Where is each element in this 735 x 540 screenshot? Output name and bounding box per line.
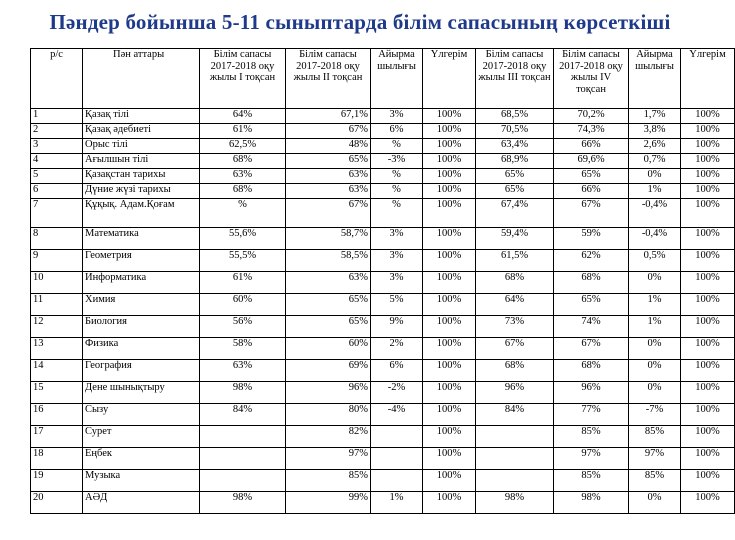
cell-quality-q4: 74% — [554, 316, 629, 338]
header-quality-q2: Білім сапасы 2017-2018 оқу жылы ІІ тоқсан — [286, 49, 371, 109]
cell-difference-2: 1% — [629, 316, 681, 338]
cell-difference-2: -0,4% — [629, 228, 681, 250]
table-row — [31, 360, 735, 382]
cell-quality-q4: 59% — [554, 228, 629, 250]
cell-quality-q2: 85% — [286, 470, 371, 492]
cell-difference-1: 3% — [371, 109, 423, 124]
cell-quality-q4: 96% — [554, 382, 629, 404]
cell-quality-q3: 67,4% — [476, 199, 554, 228]
table-header-row — [31, 49, 735, 109]
table-row — [31, 316, 735, 338]
cell-quality-q4: 69,6% — [554, 154, 629, 169]
cell-number: 18 — [31, 448, 83, 470]
header-rs: р/с — [31, 49, 83, 109]
cell-quality-q1 — [200, 426, 286, 448]
cell-number: 8 — [31, 228, 83, 250]
cell-difference-1: % — [371, 169, 423, 184]
cell-progress-2: 100% — [681, 316, 735, 338]
cell-progress-1: 100% — [423, 124, 476, 139]
cell-progress-2: 100% — [681, 470, 735, 492]
cell-subject: Қазақ тілі — [83, 109, 200, 124]
cell-difference-2: 1% — [629, 184, 681, 199]
header-difference-2: Айырма шылығы — [629, 49, 681, 109]
cell-difference-1: 6% — [371, 360, 423, 382]
table-row — [31, 124, 735, 139]
cell-quality-q2: 80% — [286, 404, 371, 426]
cell-difference-1: 3% — [371, 272, 423, 294]
cell-quality-q1: 55,6% — [200, 228, 286, 250]
cell-difference-1 — [371, 426, 423, 448]
cell-number: 14 — [31, 360, 83, 382]
cell-quality-q3: 84% — [476, 404, 554, 426]
cell-quality-q3: 68% — [476, 360, 554, 382]
cell-progress-2: 100% — [681, 154, 735, 169]
cell-quality-q2: 65% — [286, 294, 371, 316]
cell-subject: Қазақстан тарихы — [83, 169, 200, 184]
cell-number: 3 — [31, 139, 83, 154]
cell-progress-1: 100% — [423, 470, 476, 492]
table-row — [31, 448, 735, 470]
cell-subject: Физика — [83, 338, 200, 360]
table-row — [31, 199, 735, 228]
cell-quality-q3: 65% — [476, 169, 554, 184]
table-row — [31, 492, 735, 514]
cell-quality-q2: 63% — [286, 169, 371, 184]
cell-quality-q3: 96% — [476, 382, 554, 404]
cell-quality-q1: 61% — [200, 124, 286, 139]
cell-quality-q1: % — [200, 199, 286, 228]
cell-quality-q3: 64% — [476, 294, 554, 316]
cell-progress-1: 100% — [423, 139, 476, 154]
cell-subject: Құқық. Адам.Қоғам — [83, 199, 200, 228]
cell-subject: Дүние жүзі тарихы — [83, 184, 200, 199]
cell-quality-q1 — [200, 448, 286, 470]
cell-quality-q3: 68% — [476, 272, 554, 294]
cell-quality-q2: 96% — [286, 382, 371, 404]
table-row — [31, 272, 735, 294]
cell-difference-1: 3% — [371, 250, 423, 272]
cell-difference-1: 3% — [371, 228, 423, 250]
cell-quality-q3 — [476, 448, 554, 470]
cell-progress-1: 100% — [423, 382, 476, 404]
table-row — [31, 294, 735, 316]
cell-number: 20 — [31, 492, 83, 514]
cell-quality-q3: 73% — [476, 316, 554, 338]
cell-quality-q1: 61% — [200, 272, 286, 294]
cell-subject: Химия — [83, 294, 200, 316]
cell-difference-2: 1% — [629, 294, 681, 316]
cell-number: 1 — [31, 109, 83, 124]
cell-subject: Ағылшын тілі — [83, 154, 200, 169]
cell-quality-q2: 97% — [286, 448, 371, 470]
cell-quality-q4: 97% — [554, 448, 629, 470]
cell-progress-1: 100% — [423, 404, 476, 426]
cell-number: 15 — [31, 382, 83, 404]
cell-difference-1: -2% — [371, 382, 423, 404]
cell-difference-2: 2,6% — [629, 139, 681, 154]
cell-number: 11 — [31, 294, 83, 316]
cell-number: 13 — [31, 338, 83, 360]
cell-difference-2: -7% — [629, 404, 681, 426]
cell-quality-q1: 64% — [200, 109, 286, 124]
cell-progress-1: 100% — [423, 109, 476, 124]
table-row — [31, 154, 735, 169]
cell-number: 10 — [31, 272, 83, 294]
cell-number: 9 — [31, 250, 83, 272]
cell-difference-2: 0,5% — [629, 250, 681, 272]
table-row — [31, 250, 735, 272]
cell-progress-2: 100% — [681, 294, 735, 316]
cell-number: 16 — [31, 404, 83, 426]
cell-difference-1: 1% — [371, 492, 423, 514]
cell-quality-q2: 99% — [286, 492, 371, 514]
header-progress-1: Үлгерім — [423, 49, 476, 109]
cell-quality-q4: 66% — [554, 184, 629, 199]
cell-quality-q2: 69% — [286, 360, 371, 382]
cell-difference-2: 0% — [629, 492, 681, 514]
cell-progress-1: 100% — [423, 272, 476, 294]
table-row — [31, 228, 735, 250]
cell-quality-q3: 59,4% — [476, 228, 554, 250]
cell-difference-1: % — [371, 184, 423, 199]
table-row — [31, 139, 735, 154]
cell-number: 7 — [31, 199, 83, 228]
cell-progress-1: 100% — [423, 294, 476, 316]
cell-difference-2: 3,8% — [629, 124, 681, 139]
cell-quality-q4: 70,2% — [554, 109, 629, 124]
cell-quality-q2: 82% — [286, 426, 371, 448]
cell-subject: Биология — [83, 316, 200, 338]
table-row — [31, 338, 735, 360]
cell-progress-2: 100% — [681, 360, 735, 382]
cell-quality-q2: 58,7% — [286, 228, 371, 250]
cell-subject: Информатика — [83, 272, 200, 294]
cell-subject: Музыка — [83, 470, 200, 492]
cell-progress-1: 100% — [423, 316, 476, 338]
cell-progress-1: 100% — [423, 338, 476, 360]
cell-progress-1: 100% — [423, 492, 476, 514]
cell-quality-q1: 62,5% — [200, 139, 286, 154]
cell-quality-q2: 63% — [286, 184, 371, 199]
cell-quality-q2: 65% — [286, 316, 371, 338]
cell-quality-q4: 68% — [554, 360, 629, 382]
cell-quality-q1: 63% — [200, 360, 286, 382]
header-quality-q4: Білім сапасы 2017-2018 оқу жылы IV тоқсан — [554, 49, 629, 109]
cell-number: 6 — [31, 184, 83, 199]
cell-quality-q1: 98% — [200, 492, 286, 514]
cell-progress-1: 100% — [423, 169, 476, 184]
cell-subject: Сурет — [83, 426, 200, 448]
cell-quality-q4: 68% — [554, 272, 629, 294]
table-row — [31, 109, 735, 124]
cell-progress-2: 100% — [681, 250, 735, 272]
cell-difference-2: 0% — [629, 338, 681, 360]
cell-progress-1: 100% — [423, 154, 476, 169]
cell-quality-q1 — [200, 470, 286, 492]
cell-subject: Қазақ әдебиеті — [83, 124, 200, 139]
cell-quality-q2: 58,5% — [286, 250, 371, 272]
cell-subject: Математика — [83, 228, 200, 250]
cell-progress-2: 100% — [681, 228, 735, 250]
cell-difference-2: 1,7% — [629, 109, 681, 124]
cell-progress-2: 100% — [681, 272, 735, 294]
cell-quality-q4: 66% — [554, 139, 629, 154]
cell-quality-q4: 98% — [554, 492, 629, 514]
cell-number: 2 — [31, 124, 83, 139]
cell-quality-q3: 98% — [476, 492, 554, 514]
cell-quality-q1: 84% — [200, 404, 286, 426]
cell-quality-q3: 68,5% — [476, 109, 554, 124]
cell-progress-2: 100% — [681, 184, 735, 199]
cell-quality-q4: 62% — [554, 250, 629, 272]
header-difference-1: Айырма шылығы — [371, 49, 423, 109]
cell-quality-q4: 67% — [554, 199, 629, 228]
cell-quality-q1: 56% — [200, 316, 286, 338]
cell-progress-1: 100% — [423, 426, 476, 448]
cell-progress-1: 100% — [423, 360, 476, 382]
cell-quality-q4: 65% — [554, 169, 629, 184]
cell-progress-2: 100% — [681, 124, 735, 139]
cell-quality-q1: 98% — [200, 382, 286, 404]
cell-quality-q4: 67% — [554, 338, 629, 360]
header-progress-2: Үлгерім — [681, 49, 735, 109]
cell-subject: География — [83, 360, 200, 382]
cell-quality-q3: 63,4% — [476, 139, 554, 154]
cell-progress-2: 100% — [681, 109, 735, 124]
cell-difference-1 — [371, 470, 423, 492]
cell-difference-1: 9% — [371, 316, 423, 338]
cell-progress-1: 100% — [423, 250, 476, 272]
cell-difference-1: % — [371, 199, 423, 228]
cell-number: 19 — [31, 470, 83, 492]
cell-quality-q1: 63% — [200, 169, 286, 184]
cell-quality-q2: 48% — [286, 139, 371, 154]
table-row — [31, 184, 735, 199]
cell-difference-2: 85% — [629, 426, 681, 448]
cell-difference-1: -4% — [371, 404, 423, 426]
cell-quality-q3 — [476, 470, 554, 492]
cell-quality-q1: 58% — [200, 338, 286, 360]
cell-subject: Дене шынықтыру — [83, 382, 200, 404]
cell-quality-q4: 77% — [554, 404, 629, 426]
cell-difference-2: -0,4% — [629, 199, 681, 228]
cell-progress-2: 100% — [681, 338, 735, 360]
cell-difference-1: 6% — [371, 124, 423, 139]
cell-quality-q3: 65% — [476, 184, 554, 199]
table-row — [31, 470, 735, 492]
cell-difference-2: 0% — [629, 272, 681, 294]
cell-quality-q1: 55,5% — [200, 250, 286, 272]
cell-difference-1: 2% — [371, 338, 423, 360]
cell-quality-q1: 68% — [200, 154, 286, 169]
cell-quality-q2: 67% — [286, 199, 371, 228]
cell-difference-1: -3% — [371, 154, 423, 169]
cell-subject: Геометрия — [83, 250, 200, 272]
cell-quality-q1: 68% — [200, 184, 286, 199]
cell-quality-q3: 70,5% — [476, 124, 554, 139]
table-row — [31, 426, 735, 448]
cell-progress-1: 100% — [423, 199, 476, 228]
table-row — [31, 169, 735, 184]
cell-difference-1: 5% — [371, 294, 423, 316]
cell-progress-1: 100% — [423, 448, 476, 470]
cell-number: 17 — [31, 426, 83, 448]
cell-progress-2: 100% — [681, 199, 735, 228]
cell-quality-q4: 85% — [554, 470, 629, 492]
cell-number: 12 — [31, 316, 83, 338]
cell-quality-q3: 61,5% — [476, 250, 554, 272]
cell-difference-1: % — [371, 139, 423, 154]
cell-subject: Еңбек — [83, 448, 200, 470]
table-row — [31, 404, 735, 426]
cell-number: 5 — [31, 169, 83, 184]
cell-difference-2: 85% — [629, 470, 681, 492]
cell-difference-2: 0% — [629, 360, 681, 382]
cell-difference-2: 0% — [629, 382, 681, 404]
cell-quality-q4: 85% — [554, 426, 629, 448]
cell-difference-2: 97% — [629, 448, 681, 470]
header-subject: Пән аттары — [83, 49, 200, 109]
cell-quality-q3: 67% — [476, 338, 554, 360]
table-row — [31, 382, 735, 404]
cell-quality-q2: 63% — [286, 272, 371, 294]
cell-number: 4 — [31, 154, 83, 169]
cell-subject: Сызу — [83, 404, 200, 426]
cell-quality-q4: 65% — [554, 294, 629, 316]
cell-progress-2: 100% — [681, 448, 735, 470]
cell-difference-2: 0,7% — [629, 154, 681, 169]
header-quality-q1: Білім сапасы 2017-2018 оқу жылы І тоқсан — [200, 49, 286, 109]
cell-progress-2: 100% — [681, 169, 735, 184]
quality-table — [30, 48, 735, 514]
cell-progress-2: 100% — [681, 492, 735, 514]
cell-quality-q3 — [476, 426, 554, 448]
cell-subject: Орыс тілі — [83, 139, 200, 154]
cell-difference-2: 0% — [629, 169, 681, 184]
cell-progress-2: 100% — [681, 404, 735, 426]
header-quality-q3: Білім сапасы 2017-2018 оқу жылы ІІІ тоқсан — [476, 49, 554, 109]
cell-progress-2: 100% — [681, 382, 735, 404]
cell-quality-q1: 60% — [200, 294, 286, 316]
cell-progress-2: 100% — [681, 426, 735, 448]
cell-progress-1: 100% — [423, 184, 476, 199]
cell-quality-q2: 67,1% — [286, 109, 371, 124]
cell-quality-q3: 68,9% — [476, 154, 554, 169]
page-title: Пәндер бойынша 5-11 сыныптарда білім сапасының көрсеткіші — [49, 10, 671, 34]
cell-progress-1: 100% — [423, 228, 476, 250]
cell-quality-q2: 60% — [286, 338, 371, 360]
cell-quality-q2: 65% — [286, 154, 371, 169]
cell-quality-q4: 74,3% — [554, 124, 629, 139]
cell-progress-2: 100% — [681, 139, 735, 154]
cell-quality-q2: 67% — [286, 124, 371, 139]
cell-difference-1 — [371, 448, 423, 470]
cell-subject: АӘД — [83, 492, 200, 514]
